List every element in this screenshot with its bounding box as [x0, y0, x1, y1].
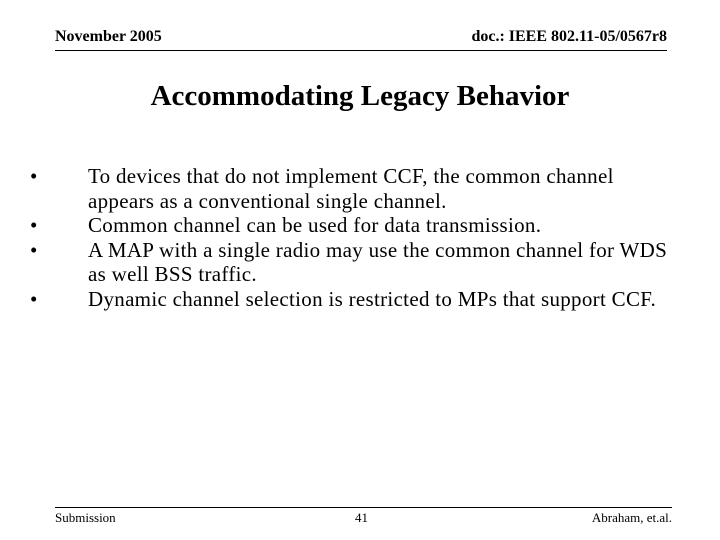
bullet-dot-icon: •	[30, 286, 38, 311]
bullet-item	[30, 238, 670, 287]
bullet-dot-icon: •	[30, 164, 38, 188]
bullet-item	[30, 164, 670, 213]
bullet-list	[30, 164, 670, 312]
bullet-dot-icon: •	[30, 213, 38, 238]
bullet-dot-icon: •	[30, 237, 38, 262]
header-doc-id: doc.: IEEE 802.11-05/0567r8	[471, 28, 667, 45]
bullet-text: Common channel can be used for data transmission.	[88, 213, 542, 238]
footer-authors: Abraham, et.al.	[591, 510, 672, 525]
slide-header	[55, 28, 667, 51]
slide-footer	[55, 507, 672, 526]
bullet-item	[30, 213, 670, 238]
bullet-text: Dynamic channel selection is restricted to MPs that support CCF.	[88, 286, 657, 311]
bullet-text: To devices that do not implement CCF, the common channel appears as a conventional single channel.	[88, 164, 614, 213]
footer-page-number: 41	[355, 510, 368, 525]
slide-title: Accommodating Legacy Behavior	[150, 80, 570, 112]
bullet-item	[30, 287, 670, 312]
footer-submission: Submission	[55, 510, 116, 525]
bullet-text: A MAP with a single radio may use the common channel for WDS as well BSS traffic.	[88, 237, 668, 287]
header-date: November 2005	[55, 28, 162, 45]
